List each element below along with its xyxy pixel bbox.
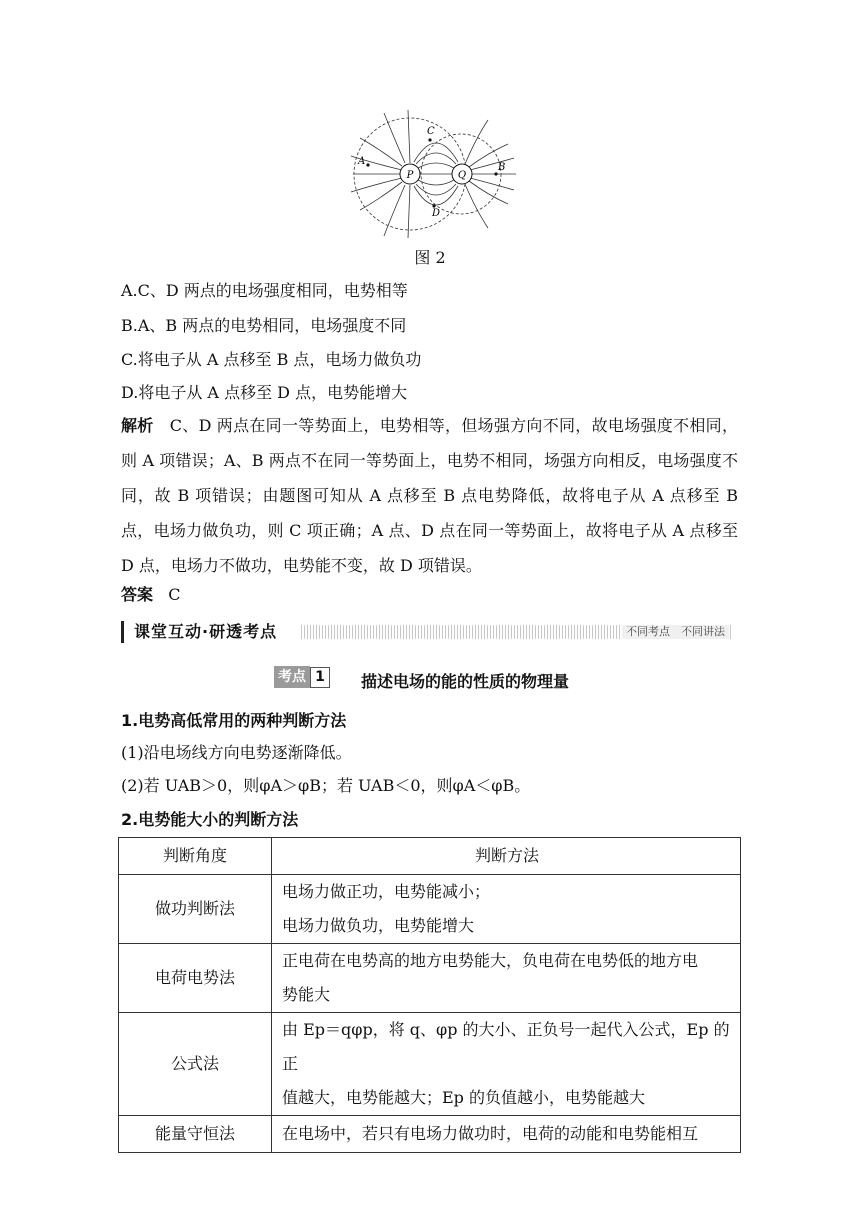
figure-caption: 图 2 (414, 248, 446, 267)
table-row (119, 1013, 741, 1116)
kaodian-number: 1 (310, 667, 330, 688)
answer-value: C (168, 585, 181, 604)
analysis-text: C、D 两点在同一等势面上，电势相等，但场强方向不同，故电场强度不相同，则 A 项错误；A、B 两点不在同一等势面上，电势不相同，场强方向相反，电场强度不同，故 B 项错误；由题图可知从 A 点移至 B 点电势降低，故将电子从 A 点移至 B 点，电场力做负功，则 C 项正确；A 点、D 点在同一等势面上，故将电子从 A 点移至 D 点，电场力不做功，电势能不变，故 D 项错误。 (121, 416, 738, 575)
table-row (119, 875, 741, 944)
banner-tags: 不同考点 不同讲法 (622, 625, 729, 639)
method-line: 由 Ep＝qφp，将 q、φp 的大小、正负号一起代入公式，Ep 的正 (282, 1020, 730, 1073)
method-line: 在电场中，若只有电场力做功时，电荷的动能和电势能相互 (282, 1124, 699, 1143)
banner-title: 课堂互动·研透考点 (121, 621, 283, 643)
option-c: C.将电子从 A 点移至 B 点，电场力做负功 (121, 350, 422, 369)
kaodian-title: 描述电场的能的性质的物理量 (361, 672, 570, 691)
charge-q-label: Q (457, 170, 467, 181)
table-cell-angle: 能量守恒法 (119, 1116, 272, 1153)
judgement-table (118, 837, 741, 1153)
table-row (119, 1116, 741, 1153)
analysis-label: 解析 (121, 416, 154, 435)
method-line: 值越大，电势能越大；Ep 的负值越小，电势能越大 (282, 1088, 646, 1107)
table-cell-angle: 公式法 (119, 1013, 272, 1116)
answer-label: 答案 (121, 585, 154, 604)
table-header-row (119, 838, 741, 875)
table-cell-angle: 做功判断法 (119, 875, 272, 944)
method-line: 正电荷在电势高的地方电势能大，负电荷在电势低的地方电 (282, 951, 699, 970)
table-cell-method (272, 875, 741, 944)
point-a-label: A (358, 156, 366, 167)
point-c-label: C (427, 126, 435, 137)
section1-item1: (1)沿电场线方向电势逐渐降低。 (121, 743, 352, 762)
section1-item2: (2)若 UAB＞0，则φA＞φB；若 UAB＜0，则φA＜φB。 (121, 776, 531, 795)
section-banner (121, 621, 733, 643)
method-line: 电场力做正功，电势能减小； (282, 882, 491, 901)
table-cell-method (272, 944, 741, 1013)
analysis-paragraph (121, 408, 738, 583)
field-line-figure (348, 108, 518, 243)
option-a: A.C、D 两点的电场强度相同，电势相等 (121, 281, 408, 300)
table-cell-method (272, 1116, 741, 1153)
section2-heading: 2.电势能大小的判断方法 (121, 810, 299, 829)
kaodian-badge (274, 665, 330, 689)
kaodian-label: 考点 (274, 666, 310, 688)
table-header-angle: 判断角度 (119, 838, 272, 875)
option-b: B.A、B 两点的电势相同，电场强度不同 (121, 316, 407, 335)
table-row (119, 944, 741, 1013)
answer-line (121, 585, 181, 605)
method-line: 势能大 (282, 985, 331, 1004)
point-b-label: B (498, 162, 506, 173)
method-line: 电场力做负功，电势能增大 (282, 916, 475, 935)
option-d: D.将电子从 A 点移至 D 点，电势能增大 (121, 383, 408, 402)
section1-heading: 1.电势高低常用的两种判断方法 (121, 711, 347, 730)
charge-p-label: P (406, 170, 414, 181)
table-header-method: 判断方法 (272, 838, 741, 875)
table-cell-angle: 电荷电势法 (119, 944, 272, 1013)
point-d-label: D (432, 208, 441, 219)
table-cell-method (272, 1013, 741, 1116)
